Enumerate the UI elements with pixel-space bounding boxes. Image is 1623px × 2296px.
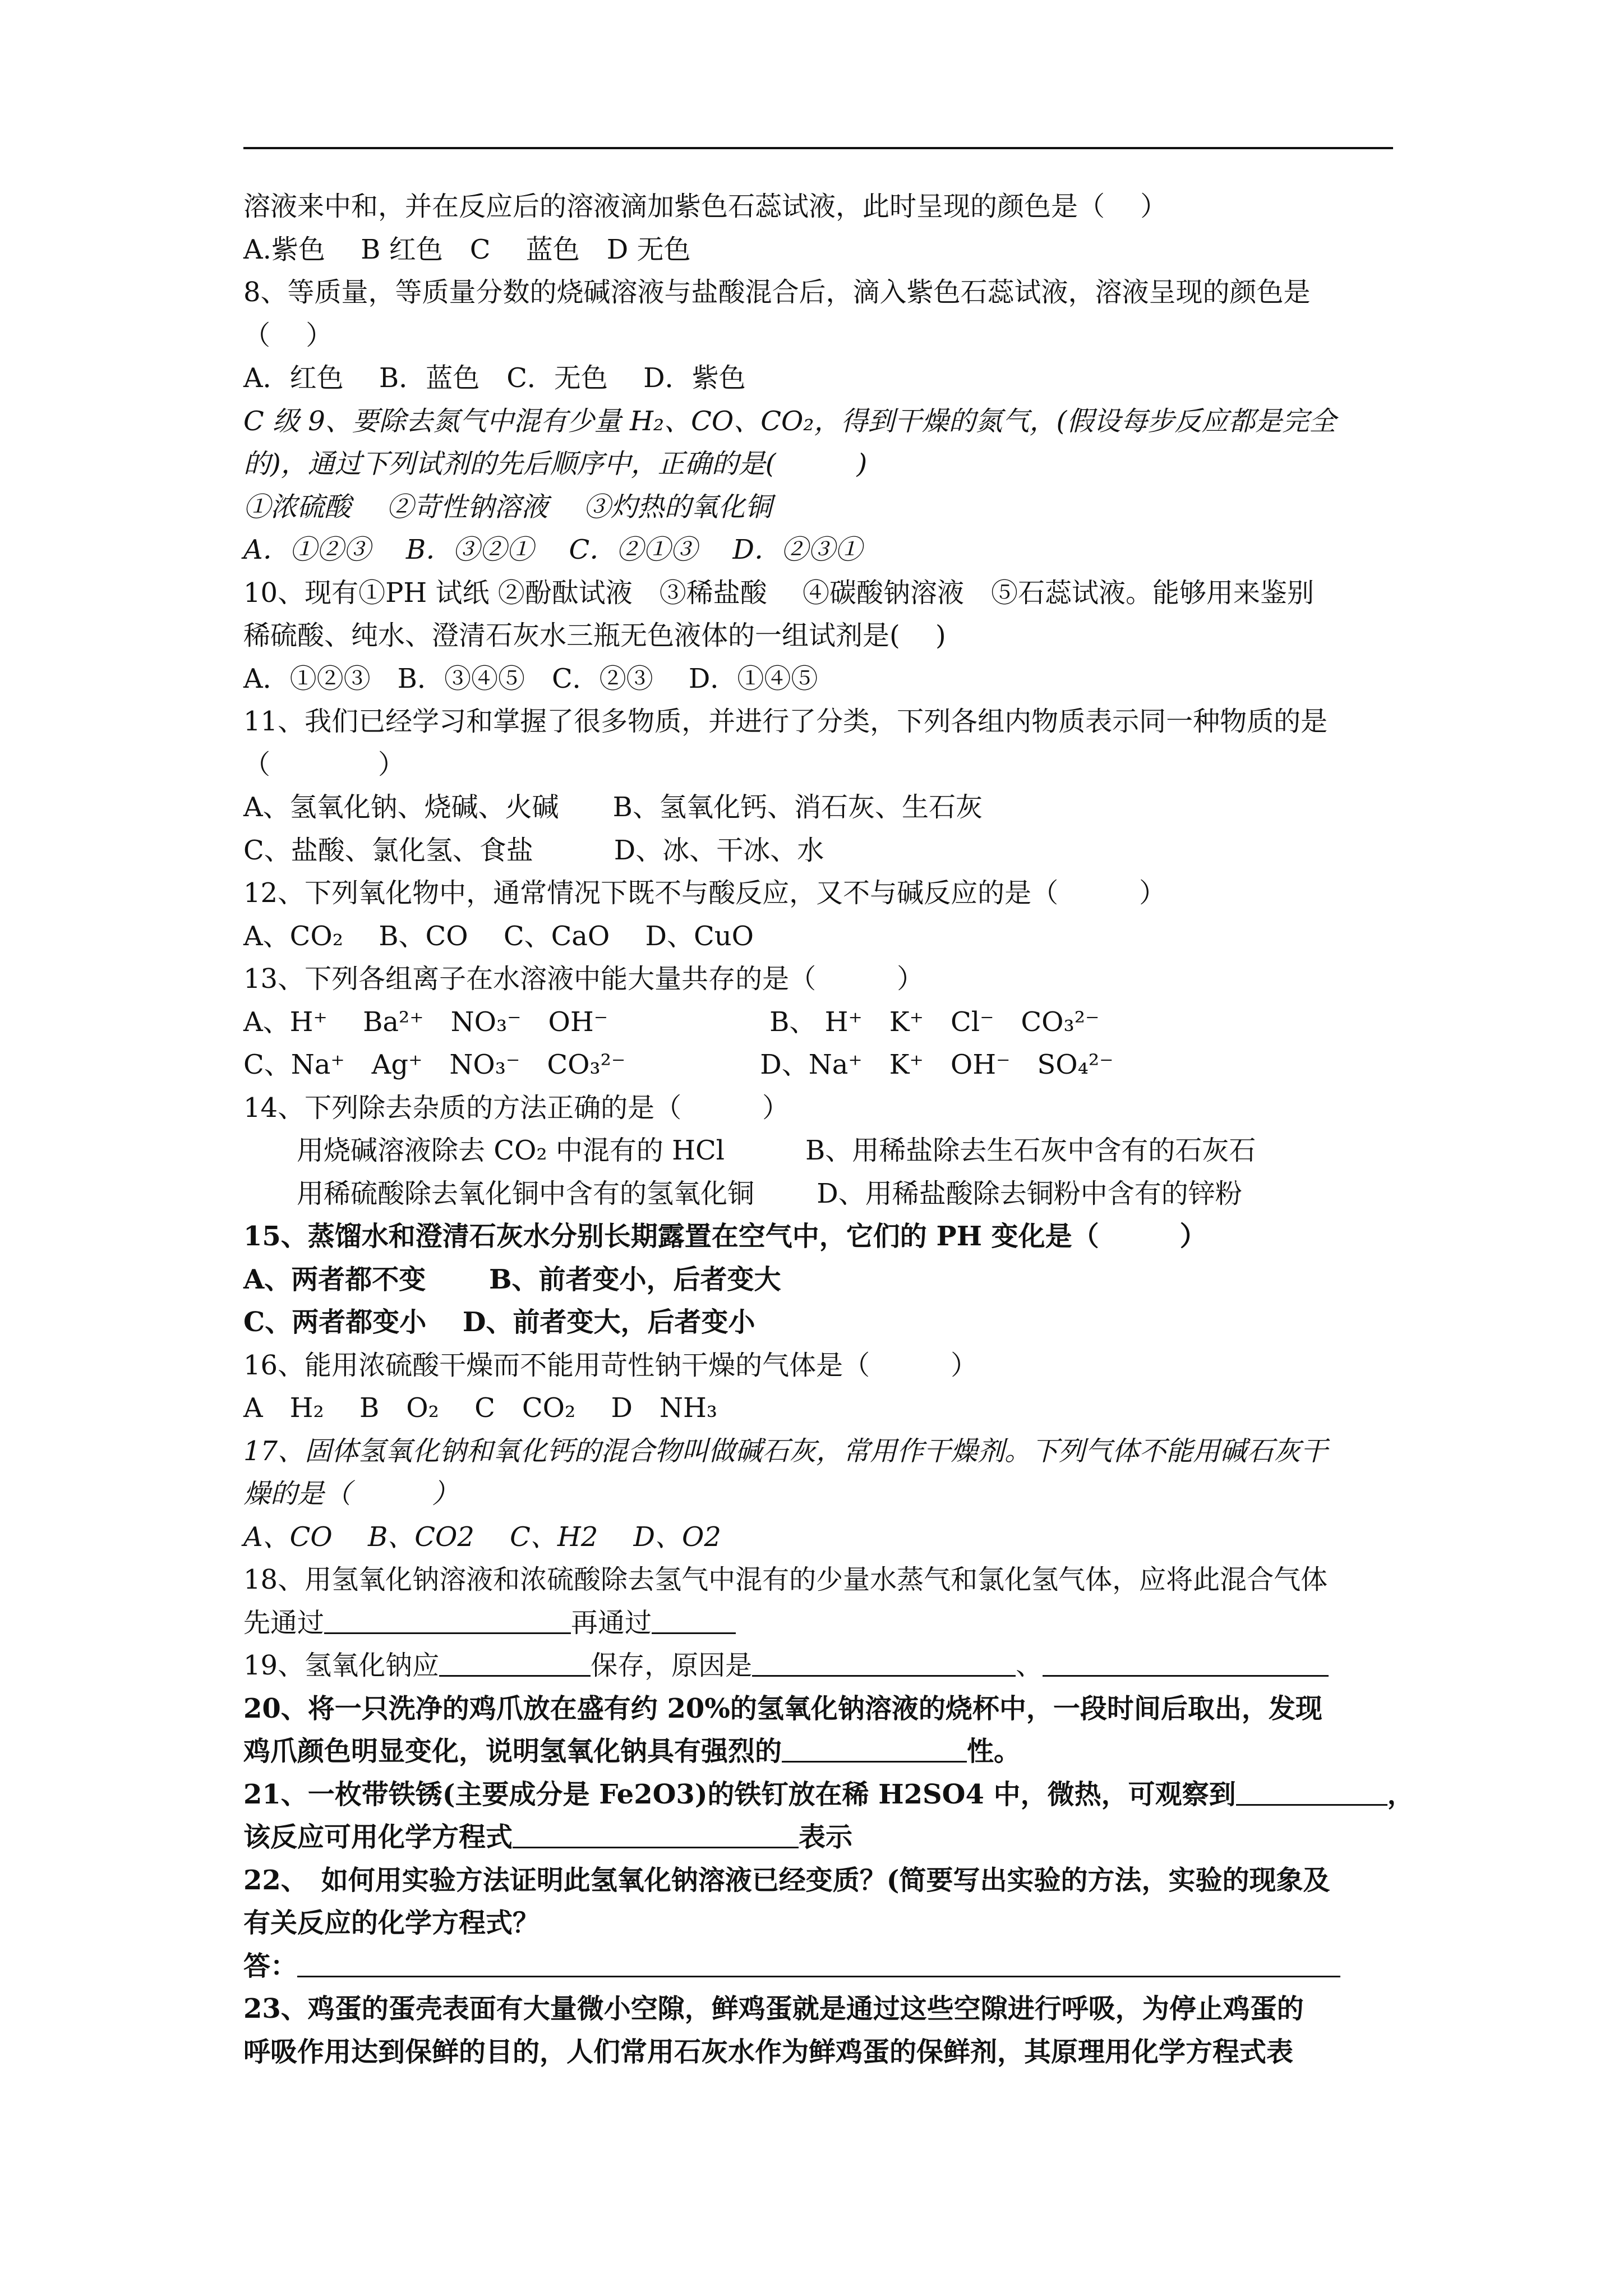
q12-stem: 12、下列氧化物中，通常情况下既不与酸反应，又不与碱反应的是（ ） xyxy=(243,877,1166,909)
q21-text-2: ， xyxy=(1387,1778,1414,1810)
q17-stem-2: 燥的是（ ） xyxy=(243,1478,459,1510)
q17-options: A、CO B、CO2 C、H2 D、O2 xyxy=(243,1521,721,1553)
worksheet-body xyxy=(243,185,1414,2073)
q11-options-cd: C、盐酸、氯化氢、食盐 D、冰、干冰、水 xyxy=(243,834,824,866)
q8-stem: 8、等质量，等质量分数的烧碱溶液与盐酸混合后，滴入紫色石蕊试液，溶液呈现的颜色是 xyxy=(243,277,1311,308)
q13-options-cd: C、Na⁺ Ag⁺ NO₃⁻ CO₃²⁻ D、Na⁺ K⁺ OH⁻ SO₄²⁻ xyxy=(243,1049,1114,1080)
q20-blank[interactable] xyxy=(782,1736,967,1763)
q9-stem-2: 的)，通过下列试剂的先后顺序中，正确的是( ) xyxy=(243,448,868,480)
q23-stem: 23、鸡蛋的蛋壳表面有大量微小空隙，鲜鸡蛋就是通过这些空隙进行呼吸，为停止鸡蛋的 xyxy=(243,1993,1304,2024)
q21-blank-1[interactable] xyxy=(1236,1779,1387,1806)
q18-stem: 18、用氢氧化钠溶液和浓硫酸除去氢气中混有的少量水蒸气和氯化氢气体，应将此混合气体 xyxy=(243,1564,1328,1595)
q21-text-1: 21、一枚带铁锈(主要成分是 Fe2O3)的铁钉放在稀 H2SO4 中，微热，可观察到 xyxy=(243,1778,1236,1810)
q18-blanks xyxy=(243,1602,1399,1645)
q22-answer-blank[interactable] xyxy=(297,1951,1340,1977)
q23-stem-2: 呼吸作用达到保鲜的目的，人们常用石灰水作为鲜鸡蛋的保鲜剂，其原理用化学方程式表 xyxy=(243,2036,1294,2068)
q18-blank-1[interactable] xyxy=(324,1608,571,1634)
q14-options-ab: 用烧碱溶液除去 CO₂ 中混有的 HCl B、用稀盐除去生石灰中含有的石灰石 xyxy=(297,1135,1256,1166)
q19-text-3: 、 xyxy=(1016,1650,1043,1681)
q11-bracket: （ ） xyxy=(243,748,405,780)
q18-text-2: 再通过 xyxy=(571,1607,652,1639)
q19-text-2: 保存，原因是 xyxy=(591,1650,753,1681)
q10-stem: 10、现有①PH 试纸 ②酚酞试液 ③稀盐酸 ④碳酸钠溶液 ⑤石蕊试液。能够用来鉴别 xyxy=(243,577,1315,609)
q19-blank-1[interactable] xyxy=(439,1650,591,1677)
q21-blank-2[interactable] xyxy=(513,1822,799,1848)
q11-options-ab: A、氢氧化钠、烧碱、火碱 B、氢氧化钙、消石灰、生石灰 xyxy=(243,792,983,823)
q17-stem: 17、固体氢氧化钠和氧化钙的混合物叫做碱石灰，常用作干燥剂。下列气体不能用碱石灰干 xyxy=(243,1435,1328,1467)
answer-label: 答： xyxy=(243,1950,298,1982)
q7-continuation: 溶液来中和，并在反应后的溶液滴加紫色石蕊试液，此时呈现的颜色是（ ） xyxy=(243,191,1168,222)
q15-options-ab: A、两者都不变 B、前者变小，后者变大 xyxy=(243,1263,781,1295)
q11-stem: 11、我们已经学习和掌握了很多物质，并进行了分类，下列各组内物质表示同一种物质的是 xyxy=(243,706,1328,737)
q21-stem xyxy=(243,1773,1414,1816)
q21-text-4: 表示 xyxy=(799,1821,853,1853)
header-rule xyxy=(243,147,1393,149)
q8-options: A．红色 B．蓝色 C．无色 D．紫色 xyxy=(243,362,746,394)
q10-options: A．①②③ B．③④⑤ C．②③ D．①④⑤ xyxy=(243,662,818,694)
q14-stem: 14、下列除去杂质的方法正确的是（ ） xyxy=(243,1092,790,1124)
q20-text-2: 性。 xyxy=(967,1736,1021,1767)
q9-options: A．①②③ B．③②① C．②①③ D．②③① xyxy=(243,534,862,565)
q19-blank-3[interactable] xyxy=(1043,1650,1329,1677)
q22-answer-line xyxy=(243,1945,1399,1988)
q16-options: A H₂ B O₂ C CO₂ D NH₃ xyxy=(243,1392,718,1424)
q15-options-cd: C、两者都变小 D、前者变大，后者变小 xyxy=(243,1306,755,1338)
q19-blank-2[interactable] xyxy=(752,1650,1016,1677)
q20-text-1: 鸡爪颜色明显变化，说明氢氧化钠具有强烈的 xyxy=(243,1736,782,1767)
q15-stem: 15、蒸馏水和澄清石灰水分别长期露置在空气中，它们的 PH 变化是（ ） xyxy=(243,1221,1207,1252)
q10-stem-2: 稀硫酸、纯水、澄清石灰水三瓶无色液体的一组试剂是( ) xyxy=(243,620,946,651)
q21-equation-line xyxy=(243,1816,1399,1859)
q18-text-1: 先通过 xyxy=(243,1607,325,1639)
q12-options: A、CO₂ B、CO C、CaO D、CuO xyxy=(243,920,754,952)
q9-stem: C 级 9、要除去氮气中混有少量 H₂、CO、CO₂，得到干燥的氮气，(假设每步反应都是完全 xyxy=(243,405,1336,437)
q22-stem: 22、 如何用实验方法证明此氢氧化钠溶液已经变质？(简要写出实验的方法，实验的现象及 xyxy=(243,1864,1330,1896)
q14-options-cd: 用稀硫酸除去氧化铜中含有的氢氧化铜 D、用稀盐酸除去铜粉中含有的锌粉 xyxy=(297,1177,1242,1209)
q8-stem-bracket: （ ） xyxy=(243,319,333,351)
q9-reagents: ①浓硫酸 ②苛性钠溶液 ③灼热的氧化铜 xyxy=(243,491,772,523)
q21-text-3: 该反应可用化学方程式 xyxy=(243,1821,513,1853)
q19-text-1: 19、氢氧化钠应 xyxy=(243,1650,440,1681)
q7-options: A.紫色 B 红色 C 蓝色 D 无色 xyxy=(243,233,691,265)
q20-stem: 20、将一只洗净的鸡爪放在盛有约 20%的氢氧化钠溶液的烧杯中，一段时间后取出，发现 xyxy=(243,1692,1322,1724)
q22-stem-2: 有关反应的化学方程式？ xyxy=(243,1907,540,1939)
q13-stem: 13、下列各组离子在水溶液中能大量共存的是（ ） xyxy=(243,963,924,995)
q13-options-ab: A、H⁺ Ba²⁺ NO₃⁻ OH⁻ B、 H⁺ K⁺ Cl⁻ CO₃²⁻ xyxy=(243,1006,1100,1038)
q18-blank-2[interactable] xyxy=(652,1608,736,1634)
q19-blanks xyxy=(243,1644,1399,1687)
q16-stem: 16、能用浓硫酸干燥而不能用苛性钠干燥的气体是（ ） xyxy=(243,1349,978,1381)
q20-blank-line xyxy=(243,1730,1399,1773)
